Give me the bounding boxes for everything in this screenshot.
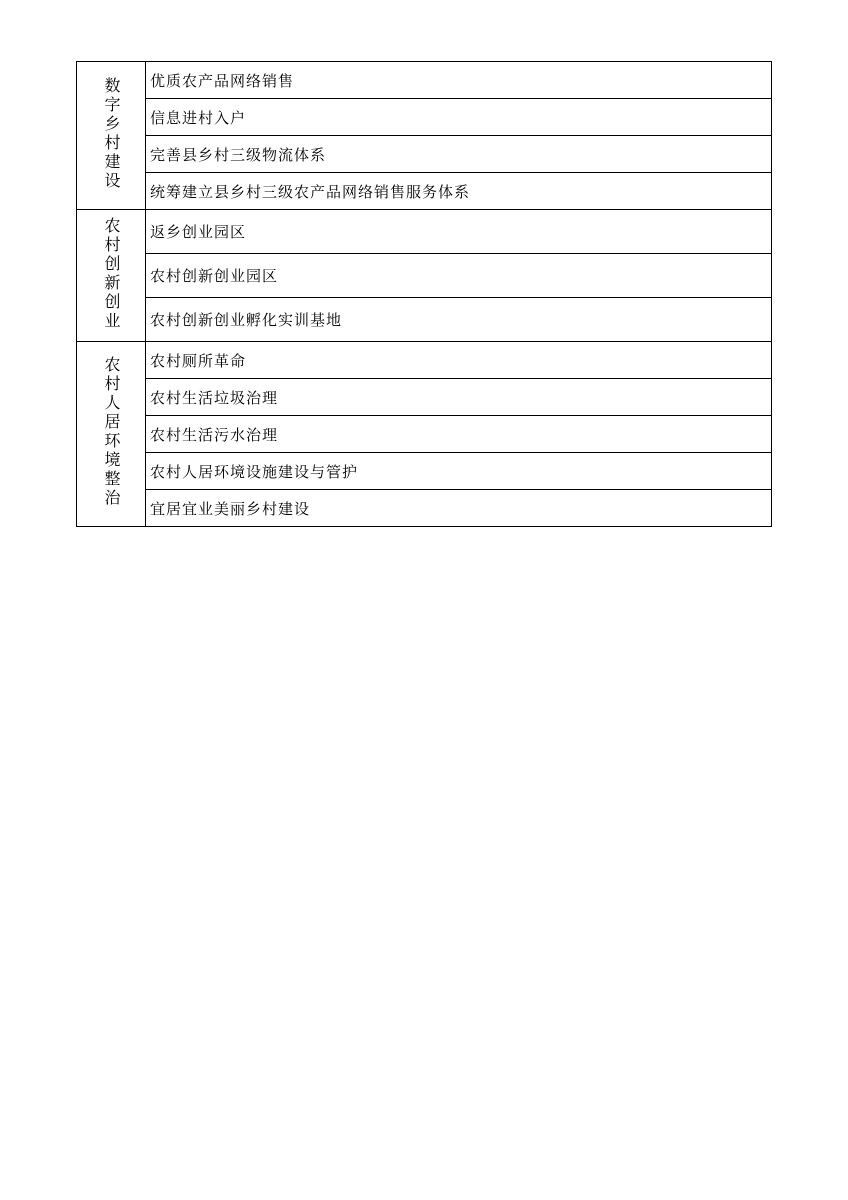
category-cell-rural-innovation xyxy=(77,210,146,342)
category-label: 农村创新创业 xyxy=(102,216,121,331)
table-row xyxy=(77,490,772,527)
table-row xyxy=(77,453,772,490)
table-row xyxy=(77,173,772,210)
item-cell: 农村人居环境设施建设与管护 xyxy=(146,453,772,490)
item-cell: 宜居宜业美丽乡村建设 xyxy=(146,490,772,527)
table-row xyxy=(77,379,772,416)
item-cell: 农村创新创业园区 xyxy=(146,254,772,298)
category-label: 数字乡村建设 xyxy=(102,76,121,191)
item-cell: 完善县乡村三级物流体系 xyxy=(146,136,772,173)
item-cell: 农村创新创业孵化实训基地 xyxy=(146,298,772,342)
category-label: 农村人居环境整治 xyxy=(102,356,121,508)
category-cell-digital-village xyxy=(77,62,146,210)
category-cell-living-environment xyxy=(77,342,146,527)
table-row xyxy=(77,210,772,254)
table-row xyxy=(77,254,772,298)
item-cell: 信息进村入户 xyxy=(146,99,772,136)
item-cell: 优质农产品网络销售 xyxy=(146,62,772,99)
table-row xyxy=(77,62,772,99)
item-cell: 农村生活垃圾治理 xyxy=(146,379,772,416)
item-cell: 农村生活污水治理 xyxy=(146,416,772,453)
table-row xyxy=(77,298,772,342)
table-row xyxy=(77,136,772,173)
item-cell: 返乡创业园区 xyxy=(146,210,772,254)
item-cell: 统筹建立县乡村三级农产品网络销售服务体系 xyxy=(146,173,772,210)
table-row xyxy=(77,99,772,136)
item-cell: 农村厕所革命 xyxy=(146,342,772,379)
table-row xyxy=(77,416,772,453)
table-row xyxy=(77,342,772,379)
project-table xyxy=(76,61,772,527)
